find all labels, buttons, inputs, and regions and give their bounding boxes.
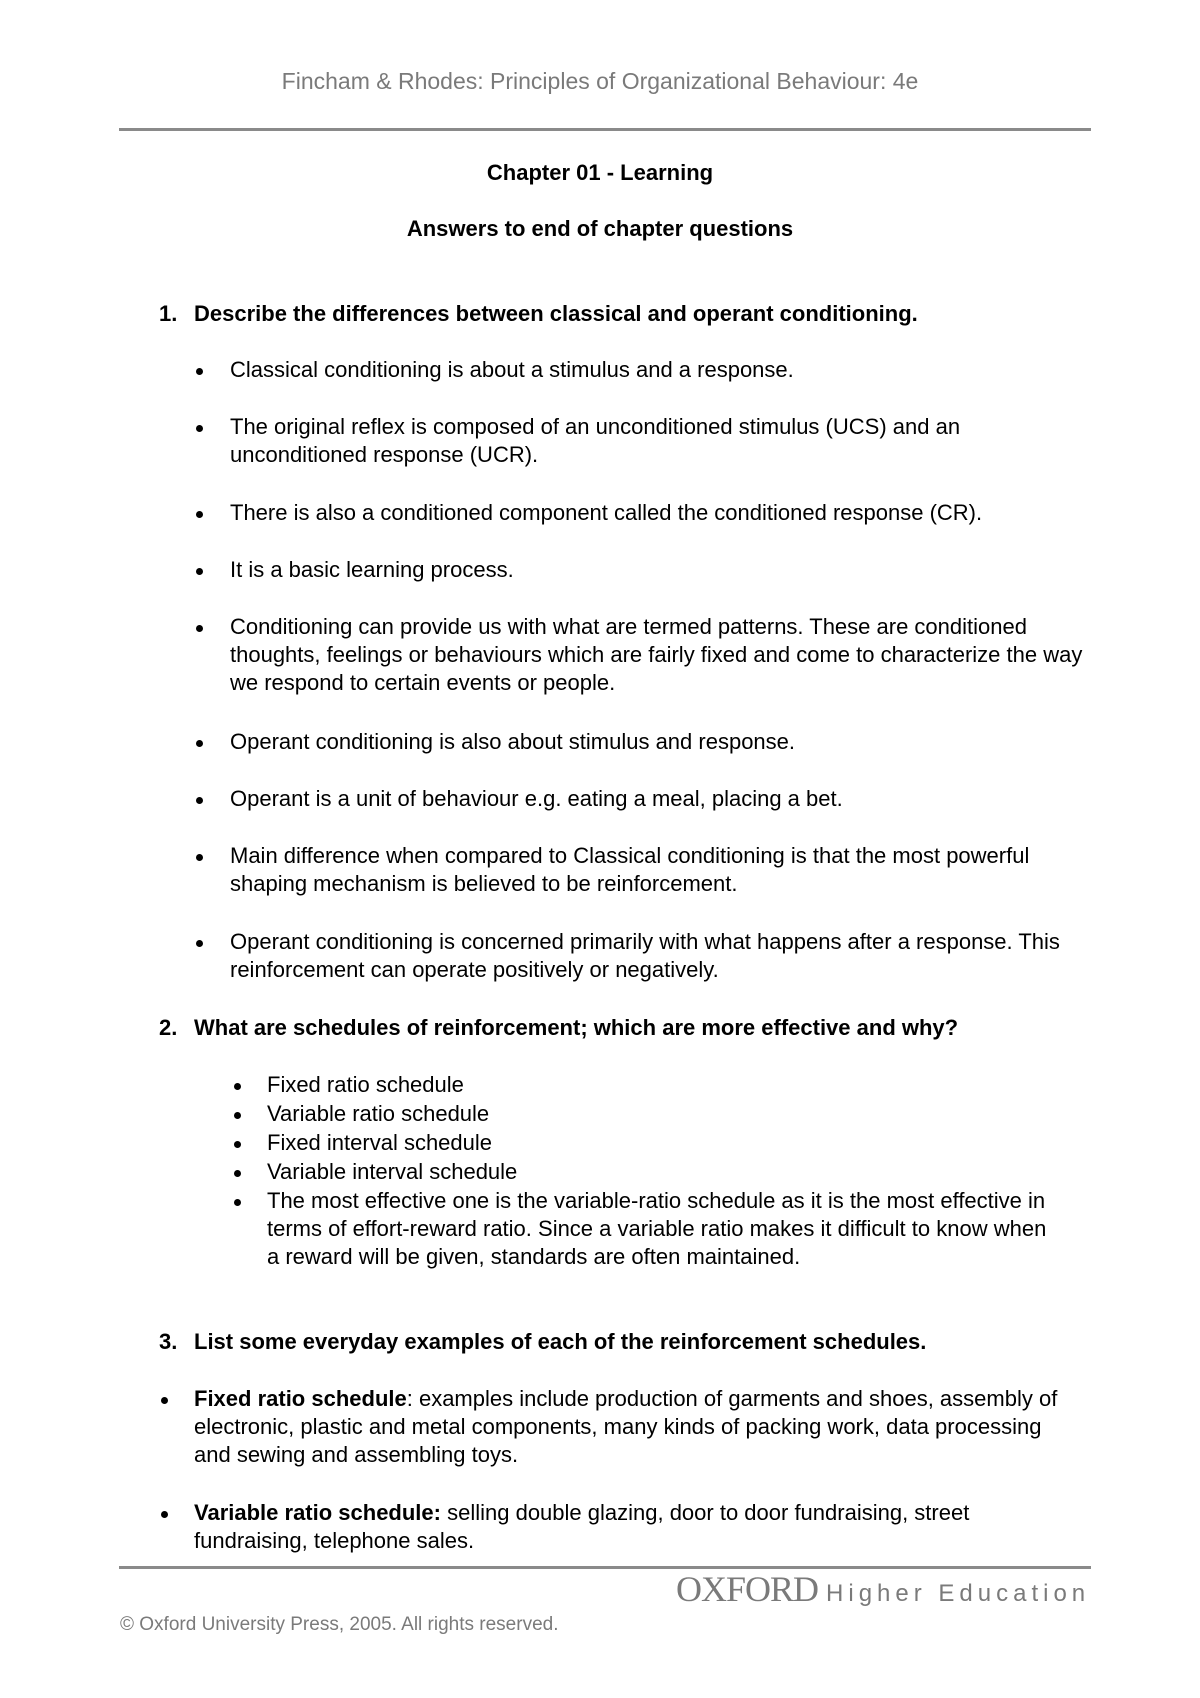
- bullet-icon: [196, 740, 203, 747]
- question-text: What are schedules of reinforcement; which are more effective and why?: [194, 1015, 959, 1040]
- list-item-term: Variable ratio schedule:: [194, 1500, 441, 1525]
- bullet-icon: [196, 568, 203, 575]
- list-item: [267, 1187, 1047, 1271]
- list-item-text: Operant conditioning is also about stimulus and response.: [230, 729, 796, 754]
- list-item: [230, 728, 1090, 756]
- list-item-term: Fixed ratio schedule: [194, 1386, 407, 1411]
- bullet-icon: [196, 511, 203, 518]
- list-item-text: It is a basic learning process.: [230, 557, 514, 582]
- bullet-icon: [234, 1112, 241, 1119]
- list-item-text: selling double glazing, door to door fundraising, street fundraising, telephone sales.: [194, 1500, 970, 1553]
- list-item: [267, 1129, 1047, 1157]
- bullet-icon: [196, 368, 203, 375]
- list-item: [230, 499, 1090, 527]
- question-1: [159, 300, 918, 328]
- bullet-icon: [196, 425, 203, 432]
- list-item: [230, 356, 1090, 384]
- logo-brand: OXFORD: [676, 1569, 819, 1609]
- list-item-text: Conditioning can provide us with what are termed patterns. These are conditioned thoughts, feelings or behaviours which are fairly fixed and come to characterize the way we respond to certain events or people.: [230, 614, 1083, 695]
- chapter-title: Chapter 01 - Learning: [486, 160, 714, 185]
- bullet-icon: [161, 1511, 168, 1518]
- copyright-notice: © Oxford University Press, 2005. All rights reserved.: [120, 1614, 559, 1635]
- question-number: 2.: [159, 1015, 178, 1040]
- list-item-text: : examples include production of garments and shoes, assembly of electronic, plastic and metal components, many kinds of packing work, data processing and sewing and assembling toys.: [194, 1386, 1058, 1467]
- bullet-icon: [196, 797, 203, 804]
- oxford-logo: [676, 1568, 1090, 1612]
- question-text: List some everyday examples of each of the reinforcement schedules.: [194, 1329, 927, 1354]
- header-rule: [119, 128, 1091, 131]
- list-item-text: Operant is a unit of behaviour e.g. eating a meal, placing a bet.: [230, 786, 843, 811]
- list-item-text: Fixed interval schedule: [267, 1130, 493, 1155]
- bullet-icon: [196, 940, 203, 947]
- list-item: [267, 1071, 1047, 1099]
- bullet-icon: [234, 1170, 241, 1177]
- list-item-text: Main difference when compared to Classical conditioning is that the most powerful shaping mechanism is believed to be reinforcement.: [230, 843, 1030, 896]
- running-head: Fincham & Rhodes: Principles of Organizational Behaviour: 4e: [281, 68, 919, 94]
- bullet-icon: [234, 1083, 241, 1090]
- list-item: [230, 613, 1090, 697]
- bullet-icon: [234, 1141, 241, 1148]
- logo-division: Higher Education: [826, 1580, 1091, 1607]
- list-item-text: There is also a conditioned component called the conditioned response (CR).: [230, 500, 983, 525]
- list-item-text: The most effective one is the variable-ratio schedule as it is the most effective in terms of effort-reward ratio. Since a variable ratio makes it difficult to know when a reward will be given, standards are often maintained.: [267, 1188, 1047, 1269]
- list-item-text: Operant conditioning is concerned primarily with what happens after a response. This reinforcement can operate positively or negatively.: [230, 929, 1060, 982]
- bullet-icon: [196, 854, 203, 861]
- list-item: [194, 1499, 1074, 1555]
- list-item: [230, 928, 1090, 984]
- list-item-text: The original reflex is composed of an unconditioned stimulus (UCS) and an unconditioned response (UCR).: [230, 414, 961, 467]
- list-item: [194, 1385, 1074, 1469]
- bullet-icon: [161, 1397, 168, 1404]
- list-item: [230, 413, 1090, 469]
- question-3: [159, 1328, 926, 1356]
- question-text: Describe the differences between classical and operant conditioning.: [194, 301, 918, 326]
- list-item-text: Classical conditioning is about a stimulus and a response.: [230, 357, 794, 382]
- list-item-text: Variable interval schedule: [267, 1159, 518, 1184]
- bullet-icon: [234, 1199, 241, 1206]
- question-2: [159, 1014, 958, 1042]
- question-number: 1.: [159, 301, 178, 326]
- list-item: [267, 1158, 1047, 1186]
- list-item-text: Variable ratio schedule: [267, 1101, 490, 1126]
- list-item: [230, 785, 1090, 813]
- list-item: [267, 1100, 1047, 1128]
- question-number: 3.: [159, 1329, 178, 1354]
- list-item: [230, 556, 1090, 584]
- list-item: [230, 842, 1090, 898]
- bullet-icon: [196, 625, 203, 632]
- document-subtitle: Answers to end of chapter questions: [406, 216, 794, 241]
- list-item-text: Fixed ratio schedule: [267, 1072, 464, 1097]
